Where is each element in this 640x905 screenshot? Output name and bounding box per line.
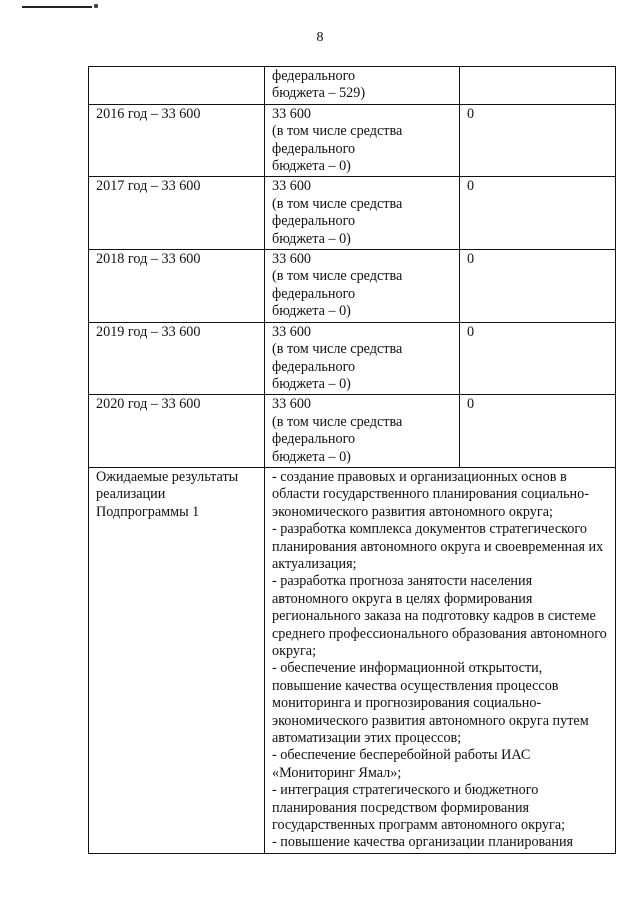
scan-corner-dot <box>94 4 98 8</box>
amount-line: федерального <box>272 213 356 230</box>
result-item: - разработка комплекса документов стратегического планирования автономного округа и своевременная их актуализация; <box>272 521 604 572</box>
year-cell: 2017 год – 33 600 <box>89 177 265 250</box>
amount-line: федерального <box>272 140 356 157</box>
year-cell: 2016 год – 33 600 <box>89 104 265 177</box>
amount-line: 33 600 <box>272 323 312 340</box>
amount-line: федерального <box>272 285 356 302</box>
amount-cell <box>265 177 460 250</box>
amount-line: бюджета – 0) <box>272 230 351 247</box>
amount-cell <box>265 395 460 468</box>
year-row-2020 <box>89 395 616 468</box>
amount-line: бюджета – 0) <box>272 448 351 465</box>
result-item: - обеспечение информационной открытости, повышение качества осуществления процессов мониторинга и прогнозирования социально-экономического развития автономного округа путем автоматизации этих процессов; <box>272 660 589 747</box>
results-label-line: Ожидаемые результаты <box>96 468 239 485</box>
amount-line: 33 600 <box>272 251 312 268</box>
results-label-cell <box>89 467 265 853</box>
continuation-row <box>89 67 616 105</box>
amount-line: федерального <box>272 68 356 84</box>
amount-line: федерального <box>272 358 356 375</box>
other-cell: 0 <box>460 177 616 250</box>
amount-line: бюджета – 0) <box>272 158 351 175</box>
other-cell: 0 <box>460 104 616 177</box>
result-item: - интеграция стратегического и бюджетного планирования посредством формирования государственных программ автономного округа; <box>272 782 566 834</box>
continuation-label-cell <box>89 67 265 105</box>
other-cell: 0 <box>460 250 616 323</box>
year-row-2016 <box>89 104 616 177</box>
year-cell: 2020 год – 33 600 <box>89 395 265 468</box>
results-content-cell <box>265 467 616 853</box>
year-cell: 2018 год – 33 600 <box>89 250 265 323</box>
year-cell: 2019 год – 33 600 <box>89 322 265 395</box>
amount-line: (в том числе средства <box>272 341 403 358</box>
other-cell: 0 <box>460 395 616 468</box>
year-row-2018 <box>89 250 616 323</box>
amount-cell <box>265 322 460 395</box>
amount-line: (в том числе средства <box>272 195 403 212</box>
amount-line: (в том числе средства <box>272 268 403 285</box>
budget-table <box>88 66 616 854</box>
amount-line: бюджета – 0) <box>272 375 351 392</box>
amount-line: 33 600 <box>272 105 312 122</box>
amount-line: бюджета – 0) <box>272 303 351 320</box>
amount-cell <box>265 104 460 177</box>
result-item: - обеспечение бесперебойной работы ИАС «Мониторинг Ямал»; <box>272 747 531 781</box>
amount-line: бюджета – 529) <box>272 85 366 102</box>
amount-cell <box>265 250 460 323</box>
amount-line: (в том числе средства <box>272 123 403 140</box>
results-label-line: реализации <box>96 486 166 503</box>
result-item: - повышение качества организации планирования <box>272 834 574 851</box>
amount-line: федерального <box>272 431 356 448</box>
continuation-other-cell <box>460 67 616 105</box>
other-cell: 0 <box>460 322 616 395</box>
page-number: 8 <box>316 30 324 45</box>
amount-line: 33 600 <box>272 178 312 195</box>
year-row-2017 <box>89 177 616 250</box>
scan-corner-mark <box>22 6 92 8</box>
expected-results-row <box>89 467 616 853</box>
result-item: - создание правовых и организационных основ в области государственного планирования социально-экономического развития автономного округа; <box>272 468 589 520</box>
continuation-amount-cell <box>265 67 460 105</box>
year-row-2019 <box>89 322 616 395</box>
amount-line: 33 600 <box>272 396 312 413</box>
amount-line: (в том числе средства <box>272 413 403 430</box>
results-label-line: Подпрограммы 1 <box>96 503 200 520</box>
result-item: - разработка прогноза занятости населения автономного округа в целях формирования регионального заказа на подготовку кадров в системе среднего профессионального образования автономного округа; <box>272 573 607 659</box>
